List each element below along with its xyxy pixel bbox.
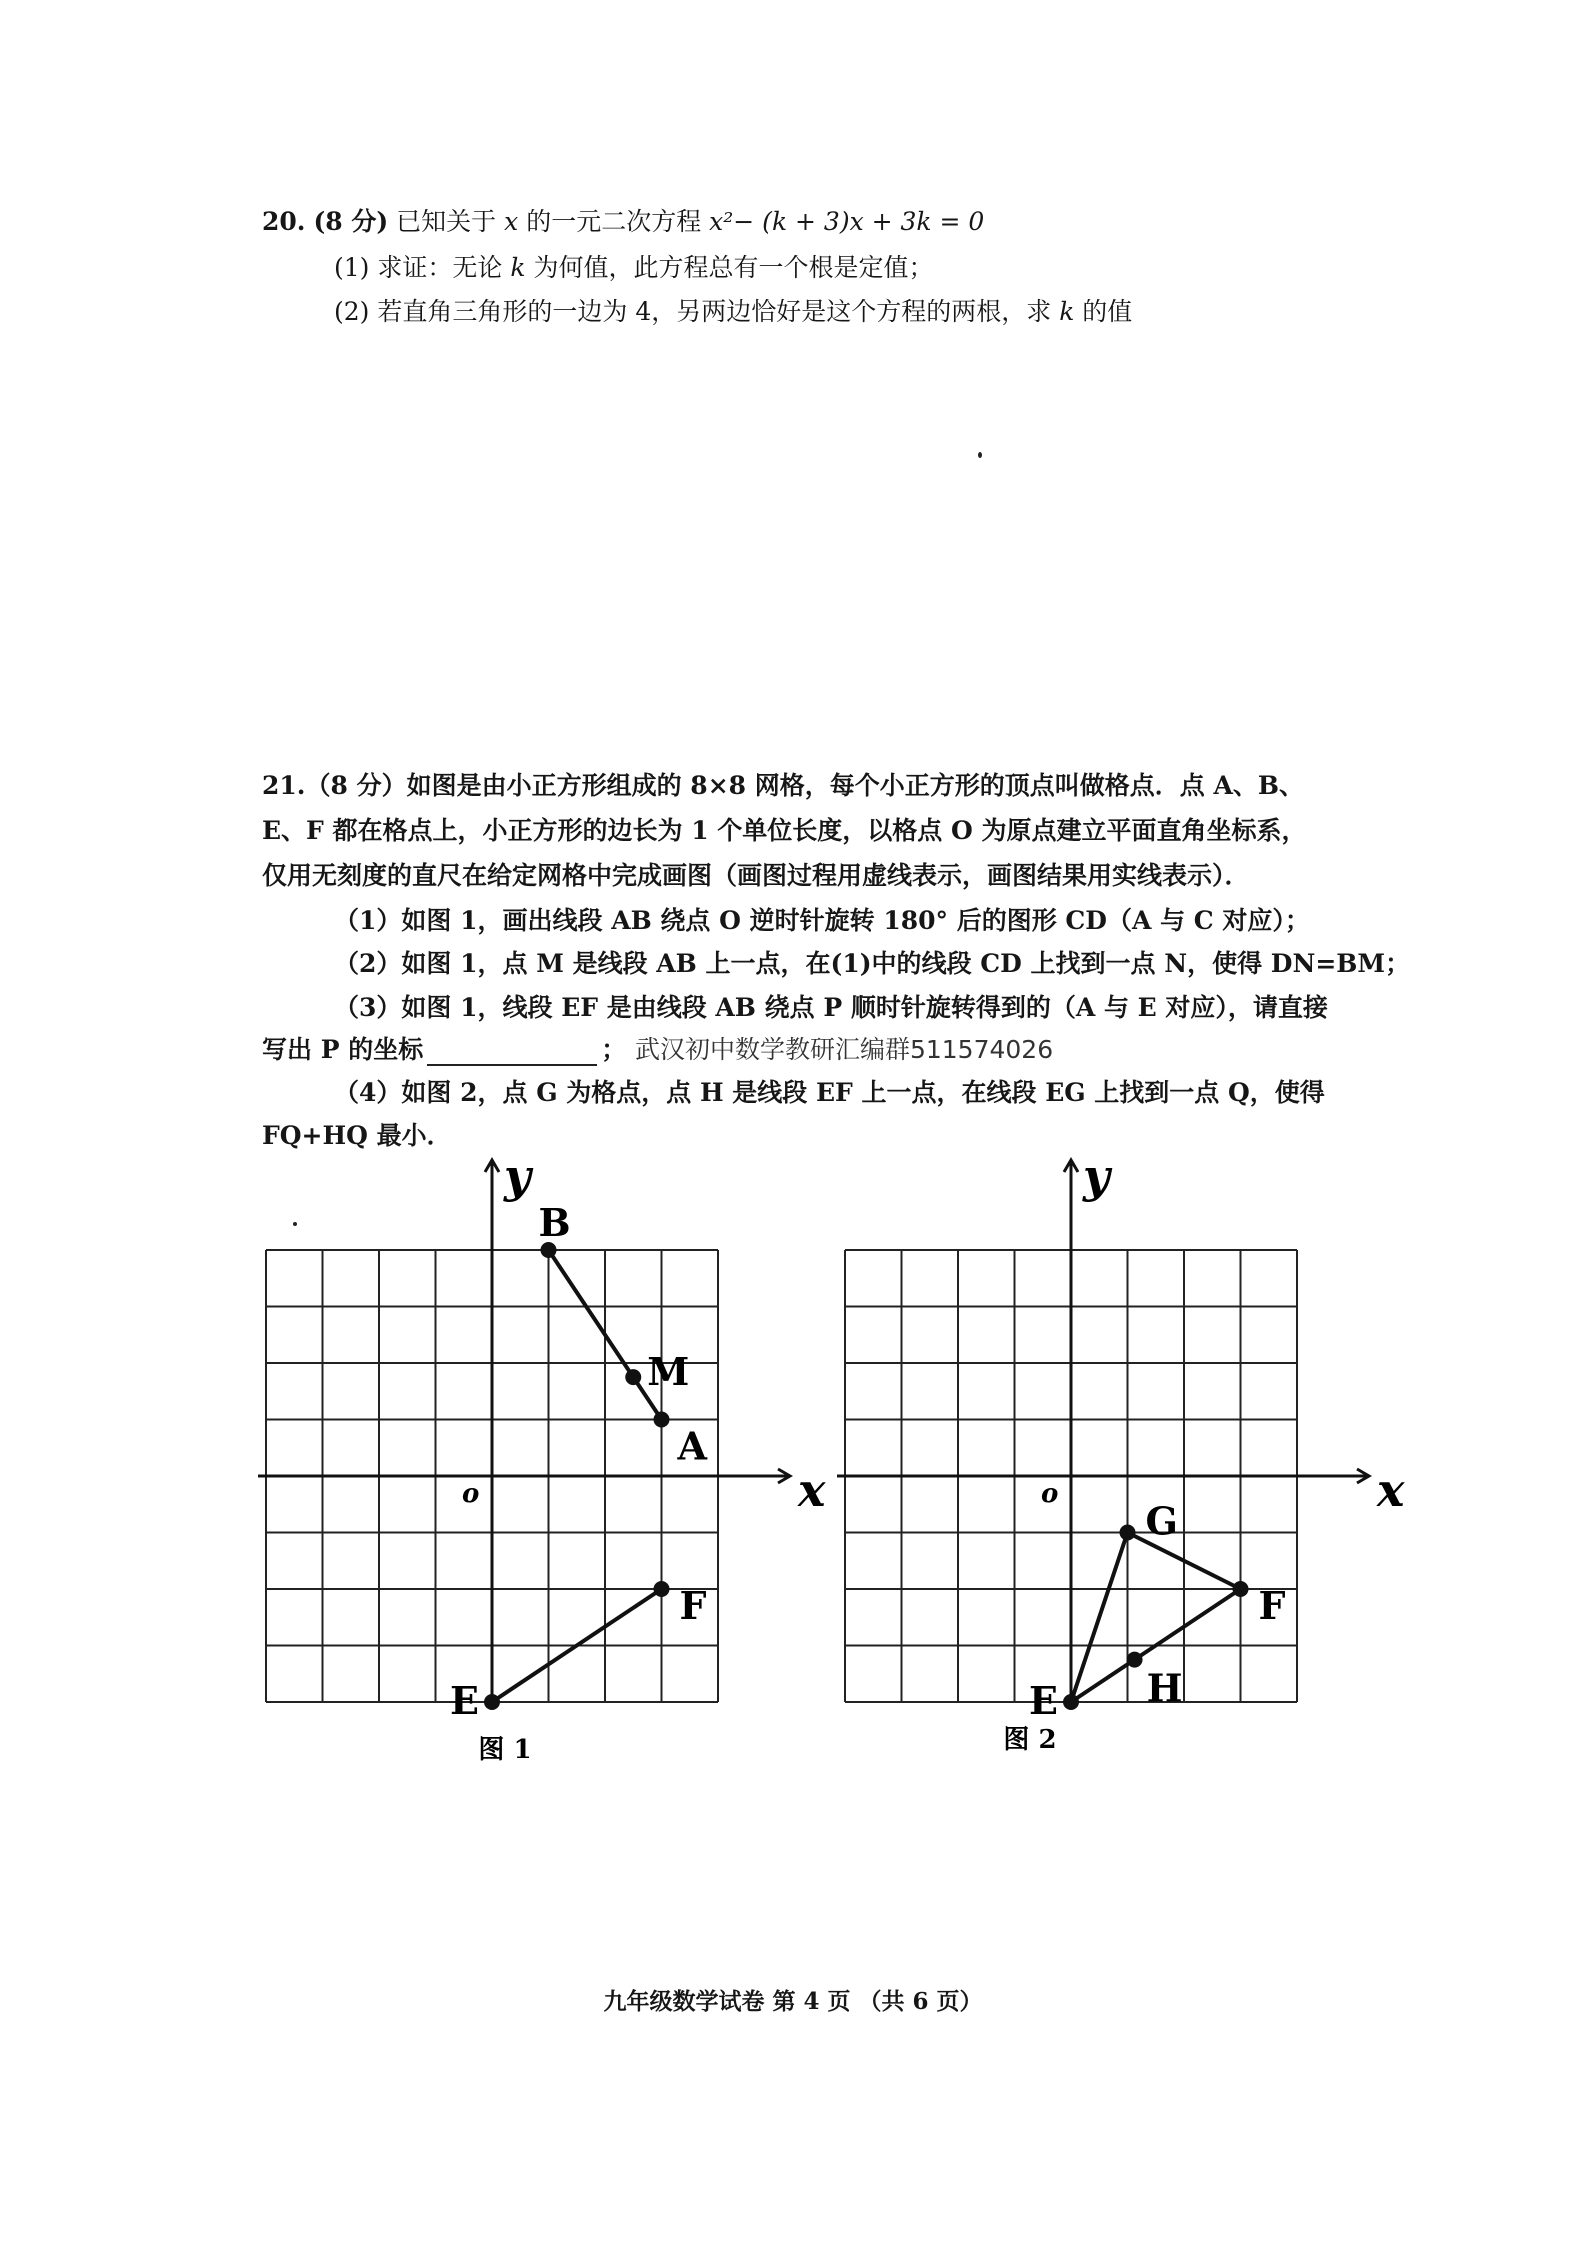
point-G bbox=[1120, 1525, 1136, 1541]
y-axis-label: y bbox=[1083, 1149, 1110, 1203]
point-M bbox=[625, 1369, 641, 1385]
question-21-part-3: （3）如图 1，线段 EF 是由线段 AB 绕点 P 顺时针旋转得到的（A 与 E 对应），请直接 bbox=[334, 993, 1328, 1022]
stem-text-2: 的一元二次方程 bbox=[526, 207, 702, 236]
part-text: 若直角三角形的一边为 4，另两边恰好是这个方程的两根，求 bbox=[377, 297, 1052, 326]
point-label-H: H bbox=[1146, 1665, 1183, 1711]
variable-k: k bbox=[1059, 297, 1075, 326]
point-A bbox=[654, 1412, 670, 1428]
question-number: 20. bbox=[262, 207, 306, 236]
point-label-B: B bbox=[538, 1200, 571, 1245]
point-label-F: F bbox=[1258, 1583, 1286, 1628]
question-21-stem-line-3: 仅用无刻度的直尺在给定网格中完成画图（画图过程用虚线表示，画图结果用实线表示）． bbox=[262, 861, 1250, 890]
point-E bbox=[1063, 1694, 1079, 1710]
origin-label: o bbox=[1041, 1479, 1059, 1509]
point-label-A: A bbox=[677, 1423, 707, 1469]
figure-1 bbox=[258, 1149, 826, 1765]
point-E bbox=[484, 1694, 500, 1710]
question-21-part-4-cont: FQ+HQ 最小． bbox=[262, 1121, 452, 1150]
watermark-text: 武汉初中数学教研汇编群511574026 bbox=[634, 1035, 1054, 1064]
x-axis-label: x bbox=[798, 1463, 826, 1517]
answer-prompt: 写出 P 的坐标 bbox=[262, 1035, 424, 1064]
question-21-part-4: （4）如图 2，点 G 为格点，点 H 是线段 EF 上一点，在线段 EG 上找到一点 Q，使得 bbox=[334, 1078, 1325, 1107]
part-number: (2) bbox=[334, 297, 370, 326]
question-21-stem-line-1: 21.（8 分）如图是由小正方形组成的 8×8 网格，每个小正方形的顶点叫做格点．点 A、B、 bbox=[262, 771, 1304, 800]
segment-EG bbox=[1071, 1533, 1128, 1703]
figure-2 bbox=[837, 1149, 1405, 1755]
point-label-F: F bbox=[679, 1583, 707, 1628]
question-21-part-2: （2）如图 1，点 M 是线段 AB 上一点，在(1)中的线段 CD 上找到一点 N，使得 DN=BM； bbox=[334, 949, 1411, 978]
part-number: (1) bbox=[334, 253, 370, 282]
figure-caption: 图 2 bbox=[1003, 1725, 1057, 1755]
point-label-E: E bbox=[1029, 1678, 1058, 1723]
variable-x: x bbox=[504, 207, 519, 236]
equation: x²− (k + 3)x + 3k = 0 bbox=[709, 207, 985, 236]
point-label-M: M bbox=[647, 1349, 690, 1395]
point-F bbox=[654, 1581, 670, 1597]
part-text-2: 的值 bbox=[1082, 297, 1133, 326]
part-text-2: 为何值，此方程总有一个根是定值； bbox=[533, 253, 934, 282]
y-axis-label: y bbox=[504, 1149, 531, 1203]
question-21-stem-line-2: E、F 都在格点上，小正方形的边长为 1 个单位长度，以格点 O 为原点建立平面直角坐标系， bbox=[262, 816, 1307, 845]
question-21-part-1: （1）如图 1，画出线段 AB 绕点 O 逆时针旋转 180° 后的图形 CD（A 与 C 对应）； bbox=[334, 906, 1310, 935]
stem-text: 已知关于 bbox=[396, 207, 497, 236]
point-label-E: E bbox=[450, 1678, 479, 1723]
page-footer: 九年级数学试卷 第 4 页 （共 6 页） bbox=[603, 1988, 983, 2015]
figure-caption: 图 1 bbox=[478, 1735, 532, 1765]
question-score: (8 分) bbox=[313, 207, 389, 236]
point-H bbox=[1127, 1652, 1143, 1668]
variable-k: k bbox=[510, 253, 526, 282]
origin-label: o bbox=[462, 1479, 480, 1509]
answer-punct: ； bbox=[601, 1035, 627, 1064]
point-F bbox=[1233, 1581, 1249, 1597]
point-label-G: G bbox=[1145, 1498, 1178, 1544]
x-axis-label: x bbox=[1377, 1463, 1405, 1517]
part-text: 求证：无论 bbox=[377, 253, 503, 282]
